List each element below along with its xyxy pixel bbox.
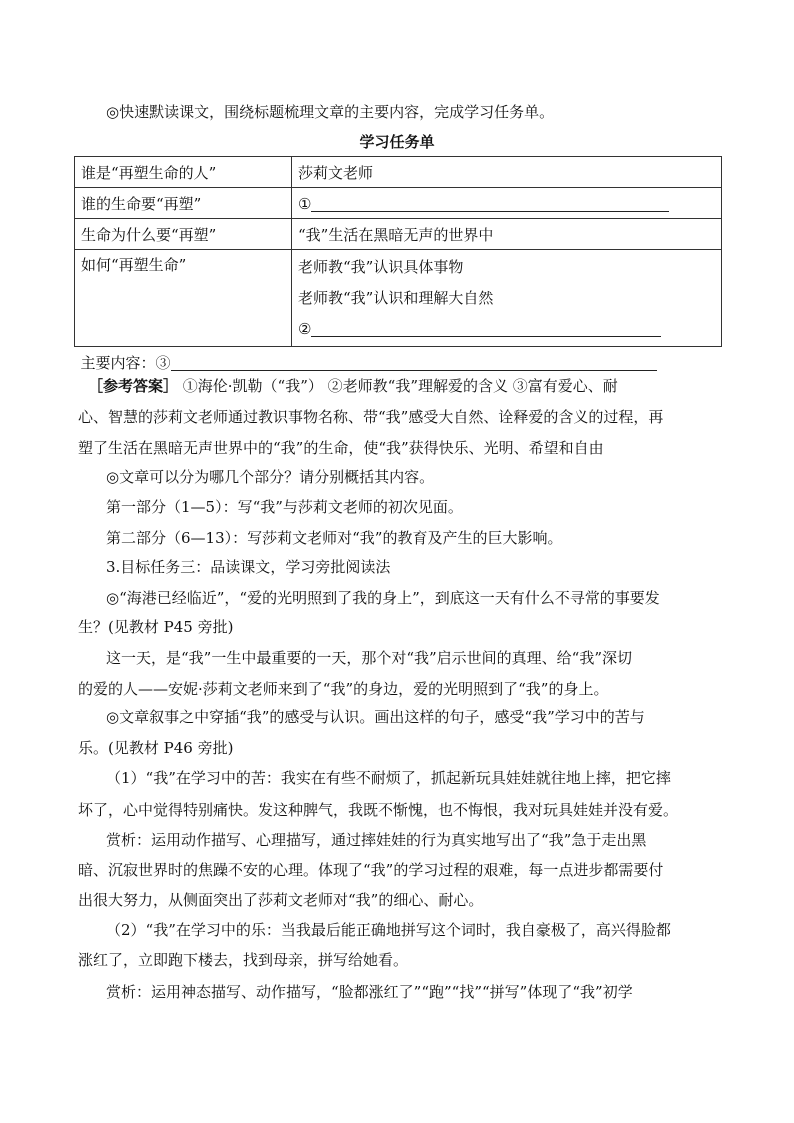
summary-row [75, 347, 722, 378]
row-label: 如何“再塑生命” [75, 250, 292, 347]
analysis-paragraph: 赏析：运用动作描写、心理描写，通过摔娃娃的行为真实地写出了“我”急于走出黑 [106, 831, 647, 849]
answer-text: ①海伦·凯勒（“我”） ②老师教“我”理解爱的含义 ③富有爱心、耐 [178, 377, 618, 395]
blank-number: ① [298, 194, 312, 213]
table-row [75, 188, 722, 219]
answer-blank-3 [171, 353, 657, 371]
summary-label: 主要内容：③ [80, 353, 171, 372]
answer-paragraph: 这一天，是“我”一生中最重要的一天，那个对“我”启示世间的真理、给“我”深切 [106, 649, 633, 667]
question-cont: 生？(见教材 P45 旁批) [78, 618, 234, 636]
task-heading: 3.目标任务三：品读课文，学习旁批阅读法 [106, 558, 391, 576]
table-title: 学习任务单 [359, 133, 435, 151]
answer-blank-2 [311, 319, 661, 337]
answer-paragraph-cont: 的爱的人——安妮·莎莉文老师来到了“我”的身边，爱的光明照到了“我”的身上。 [78, 680, 609, 698]
method-line [298, 314, 715, 345]
method-line: 老师教“我”认识和理解大自然 [298, 288, 494, 307]
analysis-paragraph-cont: 暗、沉寂世界时的焦躁不安的心理。体现了“我”的学习过程的艰难，每一点进步都需要付 [78, 861, 664, 879]
row-value [292, 188, 722, 219]
intro-instruction: ◎快速默读课文，围绕标题梳理文章的主要内容，完成学习任务单。 [106, 103, 555, 121]
joy-paragraph-cont: 涨红了，立即跑下楼去，找到母亲，拼写给她看。 [78, 951, 409, 969]
row-label: 谁是“再塑生命的人” [75, 157, 292, 188]
analysis-paragraph: 赏析：运用神态描写、动作描写，“脸都涨红了”“跑”“找”“拼写”体现了“我”初学 [106, 983, 633, 1001]
blank-number: ② [298, 319, 312, 338]
analysis-paragraph-cont: 出很大努力，从侧面突出了莎莉文老师对“我”的细心、耐心。 [78, 891, 484, 909]
table-row [75, 219, 722, 250]
part-summary: 第二部分（6—13）：写莎莉文老师对“我”的教育及产生的巨大影响。 [106, 529, 563, 547]
question: ◎文章叙事之中穿插“我”的感受与认识。画出这样的句子，感受“我”学习中的苦与 [106, 708, 645, 726]
answer-blank-1 [311, 194, 669, 212]
question: ◎文章可以分为哪几个部分？请分别概括其内容。 [106, 468, 435, 486]
question-cont: 乐。(见教材 P46 旁批) [78, 739, 234, 757]
joy-paragraph: （2）“我”在学习中的乐：当我最后能正确地拼写这个词时，我自豪极了，高兴得脸都 [106, 921, 671, 939]
hardship-paragraph: （1）“我”在学习中的苦：我实在有些不耐烦了，抓起新玩具娃娃就往地上摔，把它摔 [106, 769, 671, 787]
answer-line: 塑了生活在黑暗无声世界中的“我”的生命，使“我”获得快乐、光明、希望和自由 [78, 439, 604, 457]
answer-line: 心、智慧的莎莉文老师通过教识事物名称、带“我”感受大自然、诠释爱的含义的过程，再 [78, 408, 664, 426]
question: ◎“海港已经临近”，“爱的光明照到了我的身上”，到底这一天有什么不寻常的事要发 [106, 589, 660, 607]
row-value: 莎莉文老师 [292, 157, 722, 188]
task-sheet-table [74, 156, 722, 377]
table-row [75, 157, 722, 188]
row-value: “我”生活在黑暗无声的世界中 [292, 219, 722, 250]
answer-tag: ［参考答案］ [88, 377, 179, 395]
row-label: 谁的生命要“再塑” [75, 188, 292, 219]
table-row [75, 250, 722, 347]
hardship-paragraph-cont: 坏了，心中觉得特别痛快。发这种脾气，我既不惭愧，也不悔恨，我对玩具娃娃并没有爱。 [78, 801, 679, 819]
table-row [75, 347, 722, 378]
row-label: 生命为什么要“再塑” [75, 219, 292, 250]
method-line: 老师教“我”认识具体事物 [298, 257, 464, 276]
part-summary: 第一部分（1—5）：写“我”与莎莉文老师的初次见面。 [106, 498, 463, 516]
reference-answer [88, 375, 728, 397]
row-value [292, 250, 722, 347]
